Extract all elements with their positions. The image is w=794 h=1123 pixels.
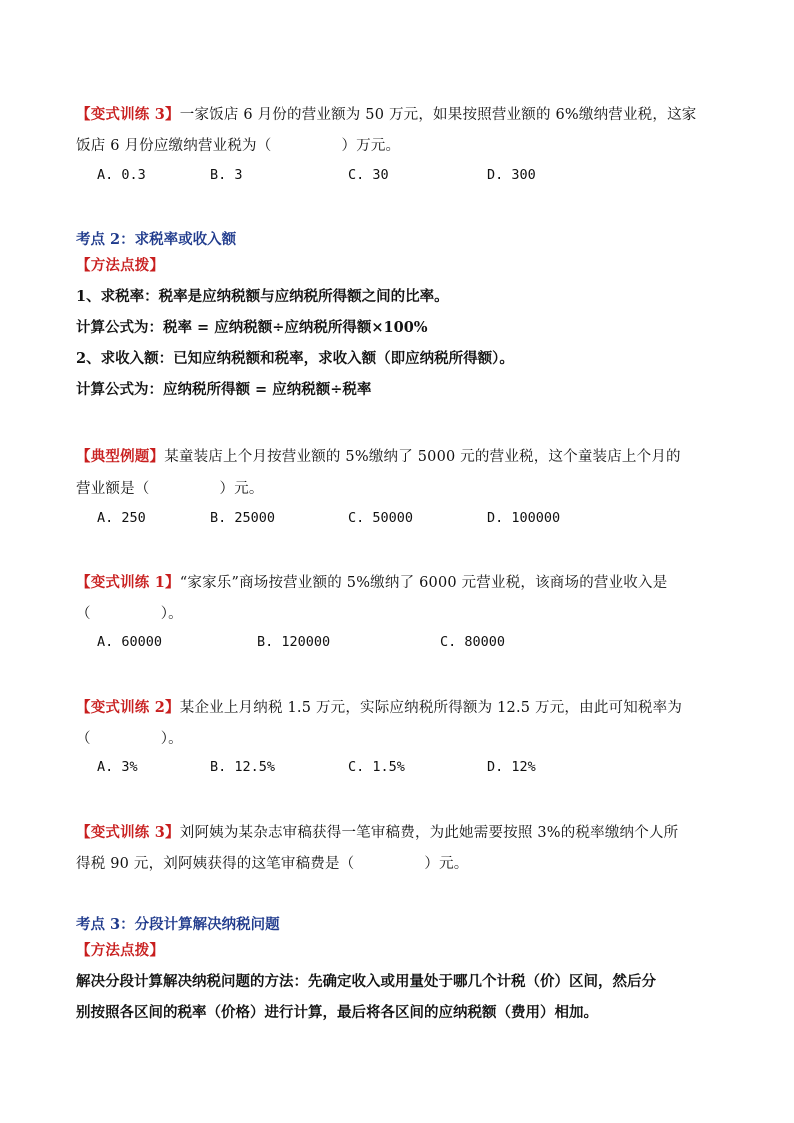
question-tag: 【变式训练 2】 [76,699,180,716]
question-tag: 【变式训练 1】 [76,574,180,591]
question-v1 [76,571,667,592]
method-text-line2: 别按照各区间的税率（价格）进行计算，最后将各区间的应纳税额（费用）相加。 [76,1004,598,1021]
question-v1-line2 [76,602,183,623]
option-a: A. 250 [97,510,146,526]
example-question-line2 [76,477,264,498]
question-text-line2a: 饭店 6 月份应缴纳营业税为（ [76,138,272,154]
example-text-line2a: 营业额是（ [76,481,150,497]
method-line-2: 计算公式为：税率 = 应纳税额÷应纳税所得额×100% [76,319,428,336]
question-text-line1: 一家饭店 6 月份的营业额为 50 万元，如果按照营业额的 6%缴纳营业税，这家 [179,107,697,123]
option-c: C. 80000 [440,634,506,650]
option-d: D. 300 [487,167,536,183]
example-tag: 【典型例题】 [76,448,165,465]
question-text-line1: 刘阿姨为某杂志审稿获得一笔审稿费，为此她需要按照 3%的税率缴纳个人所 [179,825,679,841]
option-c: C. 1.5% [348,759,405,775]
option-a: A. 0.3 [97,167,146,183]
option-c: C. 50000 [348,510,414,526]
question-v3-line2 [76,852,468,873]
method-text-line1: 解决分段计算解决纳税问题的方法：先确定收入或用量处于哪几个计税（价）区间，然后分 [76,973,656,990]
option-b: B. 12.5% [210,759,276,775]
method-tag-kp3: 【方法点拨】 [76,942,165,959]
example-question [76,445,681,466]
option-a: A. 3% [97,759,138,775]
question-text-line2a: 得税 90 元，刘阿姨获得的这笔审稿费是（ [76,856,355,872]
question-text-line2b: ）。 [160,731,183,747]
example-text-line1: 某童装店上个月按营业额的 5%缴纳了 5000 元的营业税，这个童装店上个月的 [164,449,681,465]
option-b: B. 120000 [257,634,331,650]
question-text-line2b: ）。 [160,606,183,622]
method-tag-kp2: 【方法点拨】 [76,257,165,274]
section-title-kp2: 考点 2：求税率或收入额 [76,231,237,248]
question-tag: 【变式训练 3】 [76,106,180,123]
example-text-line2b: ）元。 [219,481,264,497]
option-b: B. 3 [210,167,243,183]
option-c: C. 30 [348,167,389,183]
section-title-kp3: 考点 3：分段计算解决纳税问题 [76,916,280,933]
option-b: B. 25000 [210,510,276,526]
method-line-3: 2、求收入额：已知应纳税额和税率，求收入额（即应纳税所得额）。 [76,350,514,367]
question-v2-line2 [76,727,183,748]
question-v3-top-line2 [76,134,400,155]
question-v3 [76,821,678,842]
question-text-line2a: （ [76,731,91,747]
question-text-line1: 某企业上月纳税 1.5 万元，实际应纳税所得额为 12.5 万元，由此可知税率为 [179,700,683,716]
option-a: A. 60000 [97,634,163,650]
question-tag: 【变式训练 3】 [76,824,180,841]
option-d: D. 100000 [487,510,561,526]
question-text-line2b: ）万元。 [341,138,401,154]
method-line-4: 计算公式为：应纳税所得额 = 应纳税额÷税率 [76,381,372,398]
question-v2 [76,696,682,717]
method-line-1: 1、求税率：税率是应纳税额与应纳税所得额之间的比率。 [76,288,449,305]
option-d: D. 12% [487,759,536,775]
question-text-line2b: ）元。 [424,856,469,872]
question-text-line2a: （ [76,606,91,622]
question-text-line1: “家家乐”商场按营业额的 5%缴纳了 6000 元营业税，该商场的营业收入是 [179,575,668,591]
question-v3-top [76,103,696,124]
